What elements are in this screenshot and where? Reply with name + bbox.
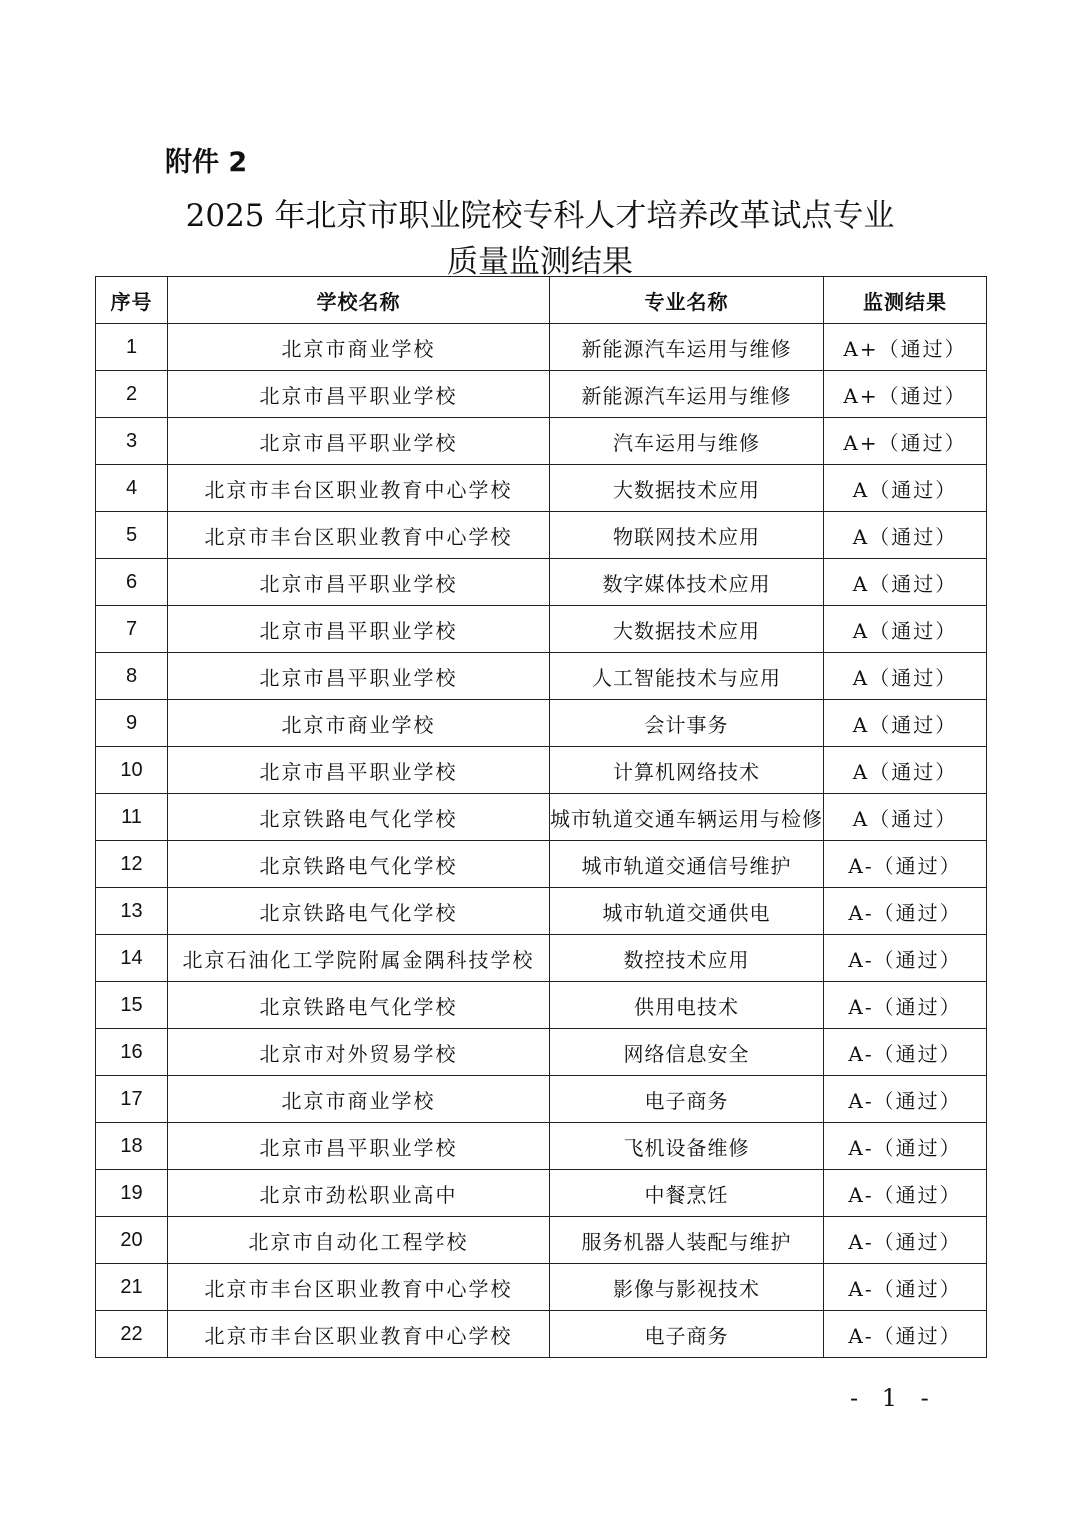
row-index: 2: [96, 371, 168, 418]
table-row: [96, 700, 987, 747]
major-name: 物联网技术应用: [550, 512, 824, 559]
major-name: 会计事务: [550, 700, 824, 747]
school-name: 北京市商业学校: [168, 700, 550, 747]
major-name: 影像与影视技术: [550, 1264, 824, 1311]
school-name: 北京铁路电气化学校: [168, 888, 550, 935]
major-name: 飞机设备维修: [550, 1123, 824, 1170]
school-name: 北京铁路电气化学校: [168, 841, 550, 888]
major-name: 计算机网络技术: [550, 747, 824, 794]
table-row: [96, 747, 987, 794]
table-row: [96, 1076, 987, 1123]
major-name: 人工智能技术与应用: [550, 653, 824, 700]
major-name: 城市轨道交通供电: [550, 888, 824, 935]
school-name: 北京市丰台区职业教育中心学校: [168, 1264, 550, 1311]
major-name: 城市轨道交通信号维护: [550, 841, 824, 888]
result: A+（通过）: [824, 324, 987, 371]
school-name: 北京铁路电气化学校: [168, 794, 550, 841]
school-name: 北京市昌平职业学校: [168, 418, 550, 465]
major-name: 新能源汽车运用与维修: [550, 371, 824, 418]
page-number: - 1 -: [850, 1384, 937, 1412]
major-name: 数字媒体技术应用: [550, 559, 824, 606]
row-index: 17: [96, 1076, 168, 1123]
result: A（通过）: [824, 559, 987, 606]
result: A（通过）: [824, 606, 987, 653]
row-index: 13: [96, 888, 168, 935]
major-name: 城市轨道交通车辆运用与检修: [550, 794, 824, 841]
result: A（通过）: [824, 700, 987, 747]
table-row: [96, 1170, 987, 1217]
major-name: 电子商务: [550, 1311, 824, 1358]
result: A-（通过）: [824, 982, 987, 1029]
school-name: 北京市昌平职业学校: [168, 371, 550, 418]
table-row: [96, 371, 987, 418]
school-name: 北京市昌平职业学校: [168, 606, 550, 653]
school-name: 北京市商业学校: [168, 324, 550, 371]
row-index: 19: [96, 1170, 168, 1217]
table-header-row: [96, 277, 987, 324]
result: A-（通过）: [824, 888, 987, 935]
row-index: 4: [96, 465, 168, 512]
table-row: [96, 418, 987, 465]
table-row: [96, 465, 987, 512]
major-name: 网络信息安全: [550, 1029, 824, 1076]
result: A（通过）: [824, 653, 987, 700]
row-index: 21: [96, 1264, 168, 1311]
result: A+（通过）: [824, 371, 987, 418]
major-name: 大数据技术应用: [550, 465, 824, 512]
school-name: 北京石油化工学院附属金隅科技学校: [168, 935, 550, 982]
table-row: [96, 559, 987, 606]
school-name: 北京市劲松职业高中: [168, 1170, 550, 1217]
result: A-（通过）: [824, 935, 987, 982]
header-result: 监测结果: [824, 277, 987, 324]
school-name: 北京市商业学校: [168, 1076, 550, 1123]
table-row: [96, 1264, 987, 1311]
table-row: [96, 606, 987, 653]
result: A（通过）: [824, 512, 987, 559]
row-index: 18: [96, 1123, 168, 1170]
result: A-（通过）: [824, 1029, 987, 1076]
attachment-label: 附件 2: [165, 147, 248, 178]
row-index: 5: [96, 512, 168, 559]
row-index: 8: [96, 653, 168, 700]
row-index: 20: [96, 1217, 168, 1264]
row-index: 3: [96, 418, 168, 465]
table-row: [96, 935, 987, 982]
result: A（通过）: [824, 794, 987, 841]
school-name: 北京市昌平职业学校: [168, 559, 550, 606]
document-title-line-1: 2025 年北京市职业院校专科人才培养改革试点专业: [185, 198, 895, 234]
school-name: 北京市自动化工程学校: [168, 1217, 550, 1264]
major-name: 电子商务: [550, 1076, 824, 1123]
school-name: 北京市昌平职业学校: [168, 747, 550, 794]
results-table: [95, 276, 987, 1358]
major-name: 新能源汽车运用与维修: [550, 324, 824, 371]
result: A（通过）: [824, 465, 987, 512]
major-name: 供用电技术: [550, 982, 824, 1029]
table-row: [96, 512, 987, 559]
row-index: 12: [96, 841, 168, 888]
table-row: [96, 653, 987, 700]
result: A+（通过）: [824, 418, 987, 465]
result: A-（通过）: [824, 1311, 987, 1358]
table-row: [96, 324, 987, 371]
major-name: 数控技术应用: [550, 935, 824, 982]
row-index: 9: [96, 700, 168, 747]
major-name: 中餐烹饪: [550, 1170, 824, 1217]
major-name: 大数据技术应用: [550, 606, 824, 653]
school-name: 北京市昌平职业学校: [168, 653, 550, 700]
row-index: 7: [96, 606, 168, 653]
header-major: 专业名称: [550, 277, 824, 324]
table-row: [96, 1311, 987, 1358]
table-row: [96, 888, 987, 935]
row-index: 15: [96, 982, 168, 1029]
table-row: [96, 1123, 987, 1170]
row-index: 10: [96, 747, 168, 794]
row-index: 14: [96, 935, 168, 982]
table-row: [96, 982, 987, 1029]
result: A-（通过）: [824, 841, 987, 888]
row-index: 16: [96, 1029, 168, 1076]
school-name: 北京市丰台区职业教育中心学校: [168, 1311, 550, 1358]
header-index: 序号: [96, 277, 168, 324]
table-row: [96, 1217, 987, 1264]
row-index: 11: [96, 794, 168, 841]
school-name: 北京铁路电气化学校: [168, 982, 550, 1029]
school-name: 北京市丰台区职业教育中心学校: [168, 512, 550, 559]
table-row: [96, 1029, 987, 1076]
result: A-（通过）: [824, 1217, 987, 1264]
school-name: 北京市丰台区职业教育中心学校: [168, 465, 550, 512]
result: A-（通过）: [824, 1264, 987, 1311]
table-row: [96, 794, 987, 841]
table-row: [96, 841, 987, 888]
major-name: 汽车运用与维修: [550, 418, 824, 465]
row-index: 22: [96, 1311, 168, 1358]
major-name: 服务机器人装配与维护: [550, 1217, 824, 1264]
school-name: 北京市昌平职业学校: [168, 1123, 550, 1170]
table-body: [96, 324, 987, 1358]
result: A-（通过）: [824, 1123, 987, 1170]
result: A（通过）: [824, 747, 987, 794]
row-index: 6: [96, 559, 168, 606]
row-index: 1: [96, 324, 168, 371]
header-school: 学校名称: [168, 277, 550, 324]
result: A-（通过）: [824, 1076, 987, 1123]
document-title-line-2: 质量监测结果: [447, 244, 633, 280]
school-name: 北京市对外贸易学校: [168, 1029, 550, 1076]
result: A-（通过）: [824, 1170, 987, 1217]
